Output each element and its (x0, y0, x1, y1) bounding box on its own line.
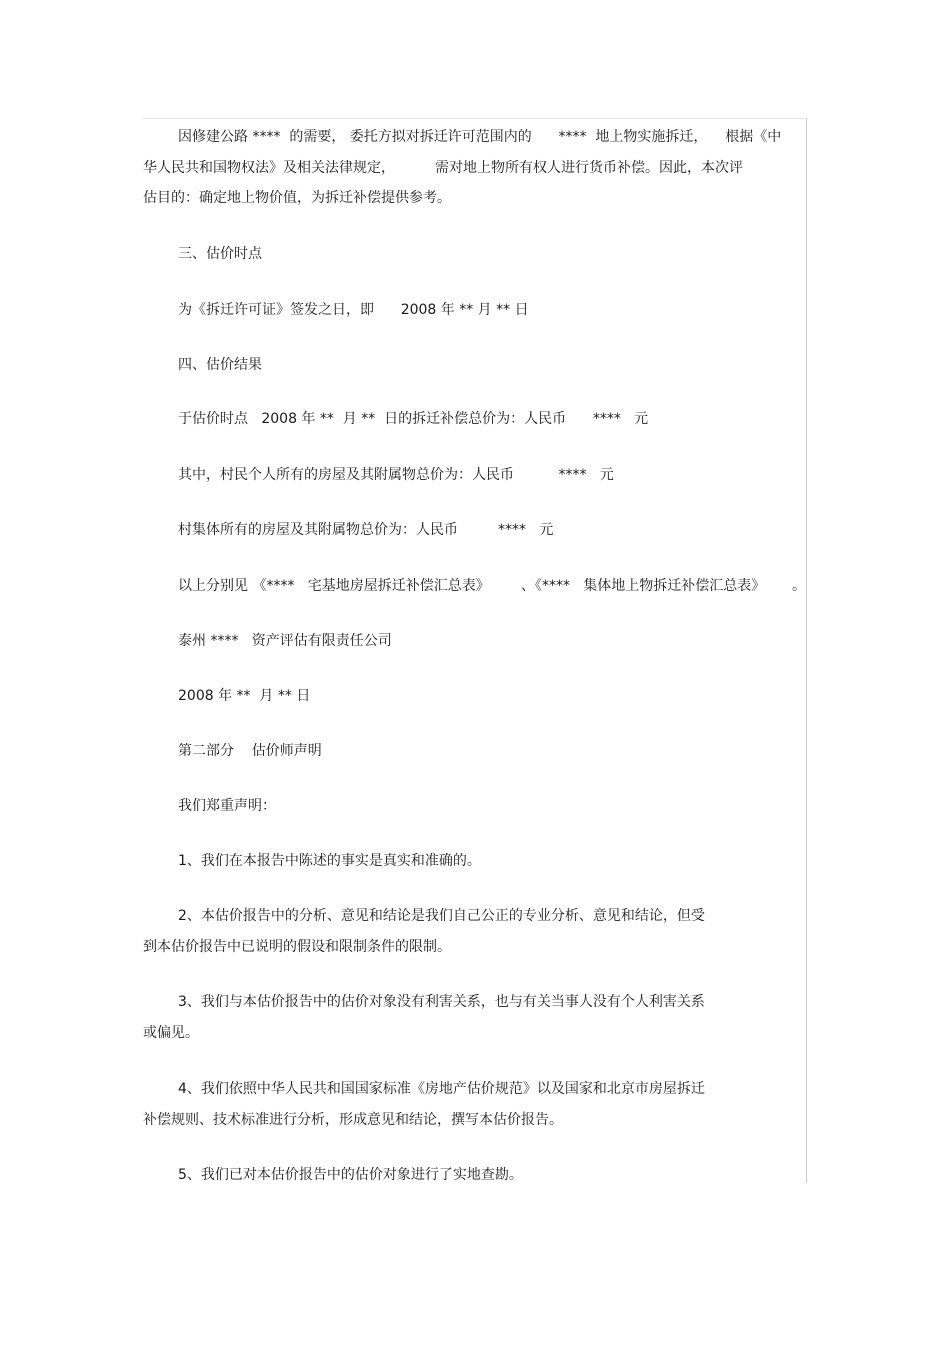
declaration-item-4-line-1: 4、我们依照中华人民共和国国家标准《房地产估价规范》以及国家和北京市房屋拆迁 (178, 1081, 705, 1097)
summary-table-reference: 以上分别见 《**** 宅基地房屋拆迁补偿汇总表》 、《**** 集体地上物拆迁补偿汇总表》 。 (178, 578, 807, 594)
declaration-item-1: 1、我们在本报告中陈述的事实是真实和准确的。 (178, 853, 481, 869)
declaration-item-4-line-2: 补偿规则、技术标准进行分析，形成意见和结论，撰写本估价报告。 (143, 1112, 563, 1128)
section-4-heading: 四、估价结果 (178, 357, 262, 373)
purpose-line-1: 因修建公路 **** 的需要， 委托方拟对拆迁许可范围内的 **** 地上物实施拆迁， 根据《中 (178, 129, 782, 145)
part-2-heading: 第二部分 估价师声明 (178, 743, 322, 759)
company-name: 泰州 **** 资产评估有限责任公司 (178, 633, 392, 649)
villager-compensation: 其中，村民个人所有的房屋及其附属物总价为：人民币 **** 元 (178, 467, 614, 483)
purpose-line-3: 估目的：确定地上物价值，为拆迁补偿提供参考。 (143, 190, 451, 206)
page-frame (143, 118, 807, 1183)
purpose-line-2: 华人民共和国物权法》及相关法律规定， 需对地上物所有权人进行货币补偿。因此，本次评 (143, 160, 744, 176)
declaration-item-5: 5、我们已对本估价报告中的估价对象进行了实地查勘。 (178, 1167, 523, 1183)
total-compensation: 于估价时点 2008 年 ** 月 ** 日的拆迁补偿总价为：人民币 **** 元 (178, 411, 649, 427)
valuation-date-text: 为《拆迁许可证》签发之日，即 2008 年 ** 月 ** 日 (178, 302, 529, 318)
declaration-item-3-line-1: 3、我们与本估价报告中的估价对象没有利害关系，也与有关当事人没有个人利害关系 (178, 994, 705, 1010)
section-3-heading: 三、估价时点 (178, 246, 262, 262)
collective-compensation: 村集体所有的房屋及其附属物总价为：人民币 **** 元 (178, 522, 554, 538)
declaration-item-2-line-1: 2、本估价报告中的分析、意见和结论是我们自己公正的专业分析、意见和结论，但受 (178, 908, 705, 924)
declaration-item-2-line-2: 到本估价报告中已说明的假设和限制条件的限制。 (143, 939, 451, 955)
signature-date: 2008 年 ** 月 ** 日 (178, 688, 311, 704)
declaration-item-3-line-2: 或偏见。 (143, 1025, 199, 1041)
declaration-intro: 我们郑重声明： (178, 798, 276, 814)
